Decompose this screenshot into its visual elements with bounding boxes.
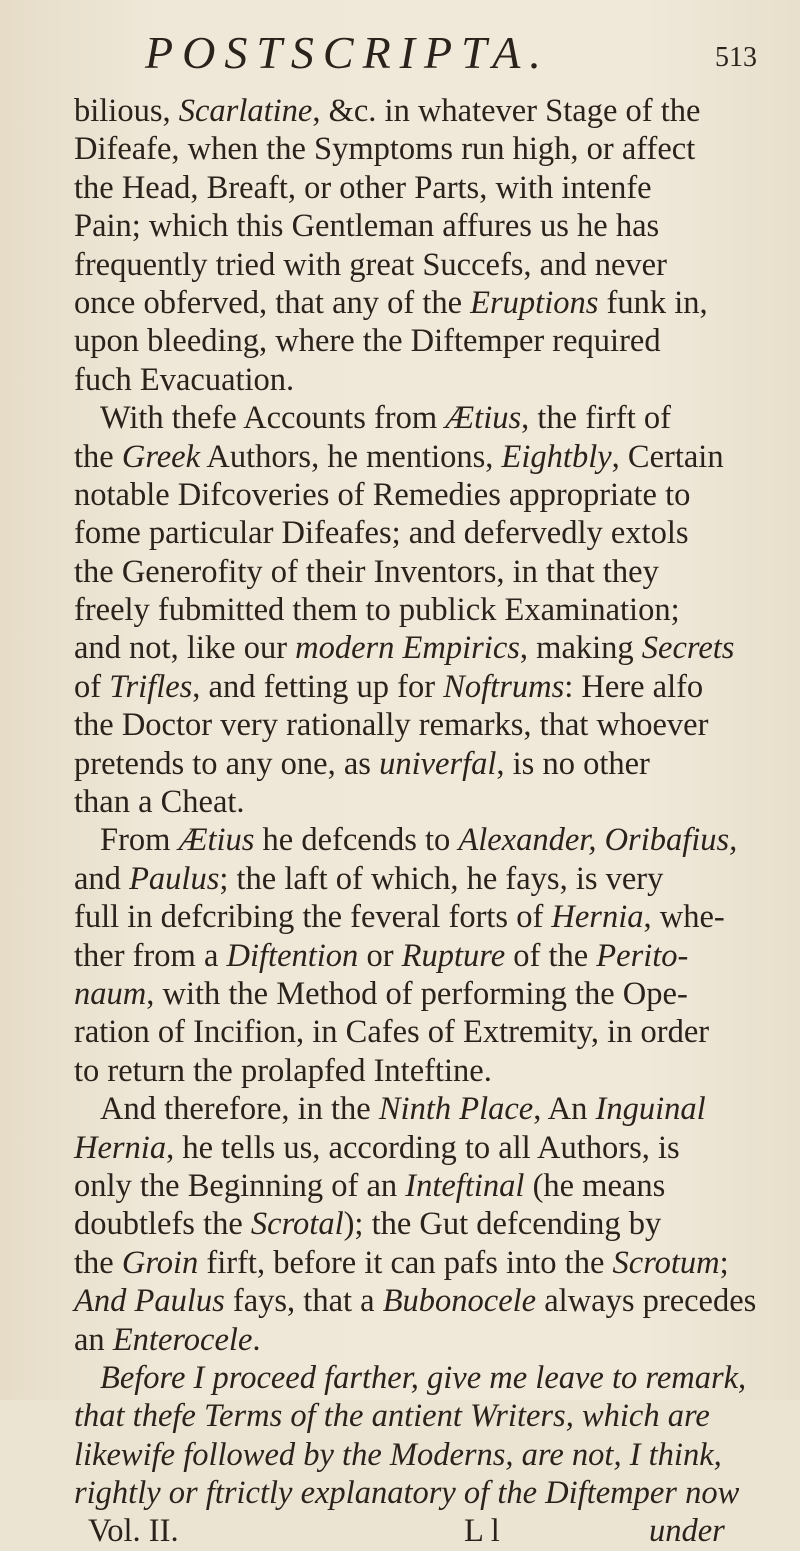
text-line	[74, 1090, 754, 1128]
text-segment: ); the Gut defcending by	[343, 1206, 662, 1243]
text-segment: .	[252, 1321, 261, 1358]
text-segment: Bubonocele	[382, 1283, 537, 1320]
catchword: under	[649, 1513, 725, 1550]
signature-mark: L l	[464, 1513, 500, 1550]
text-line	[74, 898, 754, 936]
text-segment: And Paulus	[74, 1283, 225, 1320]
text-segment: Noftrums	[443, 668, 565, 705]
text-segment: and not, like our	[74, 630, 296, 667]
text-segment: , making	[519, 630, 642, 667]
text-segment: Greek	[121, 438, 201, 475]
text-line	[74, 1129, 754, 1167]
volume-label: Vol. II.	[88, 1513, 179, 1550]
text-segment: he defcends to	[254, 822, 459, 859]
running-head	[0, 26, 800, 86]
text-segment: funk in,	[598, 284, 708, 321]
text-line	[74, 207, 754, 245]
text-segment: always precedes	[536, 1283, 757, 1320]
text-line	[74, 629, 754, 667]
text-segment: full in defcribing the feveral forts of	[74, 899, 552, 936]
text-segment: or	[358, 937, 402, 974]
text-segment: : Here alfo	[564, 668, 704, 705]
text-segment: ration of Incifion, in Cafes of Extremity, in order	[74, 1014, 710, 1051]
text-line	[74, 1474, 754, 1512]
text-segment: the Head, Breaft, or other Parts, with intenfe	[74, 169, 652, 206]
text-segment: and	[74, 860, 130, 897]
text-segment: only the Beginning of an	[74, 1167, 406, 1204]
text-segment: ;	[719, 1244, 729, 1281]
text-segment: frequently tried with great Succefs, and never	[74, 246, 667, 283]
text-line	[74, 322, 754, 360]
text-segment: fays, that a	[224, 1283, 383, 1320]
text-segment: Authors, he mentions,	[200, 438, 502, 475]
text-segment: , Certain	[611, 438, 724, 475]
text-line	[74, 1013, 754, 1051]
text-segment: of the	[505, 937, 597, 974]
text-segment: Alexander, Oribafius,	[458, 822, 738, 859]
text-line	[74, 821, 754, 859]
text-line	[74, 1321, 754, 1359]
text-segment: With thefe Accounts from	[100, 400, 446, 437]
text-segment: rightly or ftrictly explanatory of the Diftemper now	[74, 1475, 740, 1512]
text-segment: likewife followed by the Moderns, are not, I think,	[74, 1436, 722, 1473]
text-line	[74, 130, 754, 168]
text-segment: Scrotal	[250, 1206, 344, 1243]
text-segment: , is no other	[496, 745, 650, 782]
text-segment: , &c. in whatever Stage of the	[312, 93, 701, 129]
text-segment: ther from a	[74, 937, 227, 974]
text-segment: , whe-	[643, 899, 725, 936]
text-segment: to return the prolapfed Inteftine.	[74, 1052, 492, 1089]
text-segment: that thefe Terms of the antient Writers, which are	[74, 1398, 710, 1435]
body-text	[74, 92, 757, 1551]
text-line	[74, 706, 754, 744]
text-segment: Trifles	[109, 668, 193, 705]
text-line	[74, 745, 754, 783]
text-segment: Paulus	[129, 860, 220, 897]
text-line	[74, 783, 754, 821]
text-line	[74, 591, 754, 629]
text-segment: From	[100, 822, 179, 859]
text-line	[74, 1205, 754, 1243]
text-line	[74, 937, 754, 975]
text-segment: Eightbly	[501, 438, 612, 475]
text-segment: notable Difcoveries of Remedies appropriate to	[74, 476, 691, 513]
text-segment: Before I proceed farther, give me leave to remark,	[100, 1359, 747, 1396]
text-line	[74, 1436, 754, 1474]
text-line	[74, 1052, 754, 1090]
text-line	[74, 246, 754, 284]
text-segment: fuch Evacuation.	[74, 361, 295, 398]
text-line	[74, 1282, 757, 1320]
text-segment: , An	[533, 1091, 596, 1128]
text-segment: Hernia	[551, 899, 644, 936]
text-segment: naum	[74, 975, 147, 1012]
text-segment: Secrets	[641, 630, 735, 667]
text-segment: of	[74, 668, 110, 705]
text-line	[74, 399, 754, 437]
text-line	[74, 1397, 754, 1435]
text-line	[74, 438, 754, 476]
text-segment: doubtlefs the	[74, 1206, 251, 1243]
text-line	[74, 361, 754, 399]
text-segment: , the firft of	[521, 400, 671, 437]
text-line	[74, 284, 754, 322]
text-segment: Scarlatine	[178, 93, 313, 129]
text-line	[74, 476, 754, 514]
text-segment: fome particular Difeafes; and defervedly extols	[74, 515, 689, 552]
text-segment: Diftention	[226, 937, 359, 974]
text-segment: ; the laft of which, he fays, is very	[219, 860, 664, 897]
text-segment: than a Cheat.	[74, 784, 245, 821]
text-line	[74, 169, 754, 207]
text-segment: once obferved, that any of the	[74, 284, 471, 321]
text-segment: univerfal	[379, 745, 497, 782]
text-segment: firft, before it can pafs into the	[198, 1244, 613, 1281]
text-segment: pretends to any one, as	[74, 745, 380, 782]
text-line	[74, 1359, 754, 1397]
text-line	[74, 975, 754, 1013]
text-segment: Ninth Place	[378, 1091, 534, 1128]
text-segment: And therefore, in the	[100, 1091, 379, 1128]
running-head-title: POSTSCRIPTA.	[145, 27, 550, 78]
text-segment: Inteftinal	[405, 1167, 525, 1204]
text-segment: (he means	[524, 1167, 666, 1204]
text-segment: Scrotum	[612, 1244, 720, 1281]
text-line	[74, 1167, 754, 1205]
text-segment: Groin	[121, 1244, 199, 1281]
text-line	[74, 1244, 754, 1282]
text-segment: the Generofity of their Inventors, in that they	[74, 553, 659, 590]
footer-line	[74, 1512, 754, 1550]
text-segment: Difeafe, when the Symptoms run high, or affect	[74, 131, 696, 168]
text-segment: the Doctor very rationally remarks, that whoever	[74, 707, 709, 744]
text-segment: Enterocele	[112, 1321, 253, 1358]
text-segment: , he tells us, according to all Authors, is	[166, 1129, 680, 1166]
text-segment: Hernia	[74, 1129, 167, 1166]
text-segment: Inguinal	[595, 1091, 706, 1128]
text-segment: Rupture	[401, 937, 506, 974]
text-line	[74, 860, 754, 898]
text-line	[74, 668, 754, 706]
text-segment: , and fetting up for	[192, 668, 444, 705]
text-segment: Ætius	[178, 822, 255, 859]
page-number: 513	[715, 42, 757, 73]
text-segment: Eruptions	[470, 284, 599, 321]
text-line	[74, 553, 754, 591]
text-line	[74, 92, 754, 130]
text-segment: modern Empirics	[295, 630, 520, 667]
text-segment: bilious,	[74, 93, 179, 129]
text-segment: the	[74, 438, 122, 475]
text-segment: upon bleeding, where the Diftemper required	[74, 323, 661, 360]
text-segment: the	[74, 1244, 122, 1281]
text-segment: freely fubmitted them to publick Examination;	[74, 592, 680, 629]
text-segment: Pain; which this Gentleman affures us he has	[74, 208, 660, 245]
text-segment: Ætius	[445, 400, 522, 437]
text-line	[74, 514, 754, 552]
text-segment: , with the Method of performing the Ope-	[146, 975, 688, 1012]
text-segment: an	[74, 1321, 113, 1358]
text-segment: Perito-	[596, 937, 689, 974]
